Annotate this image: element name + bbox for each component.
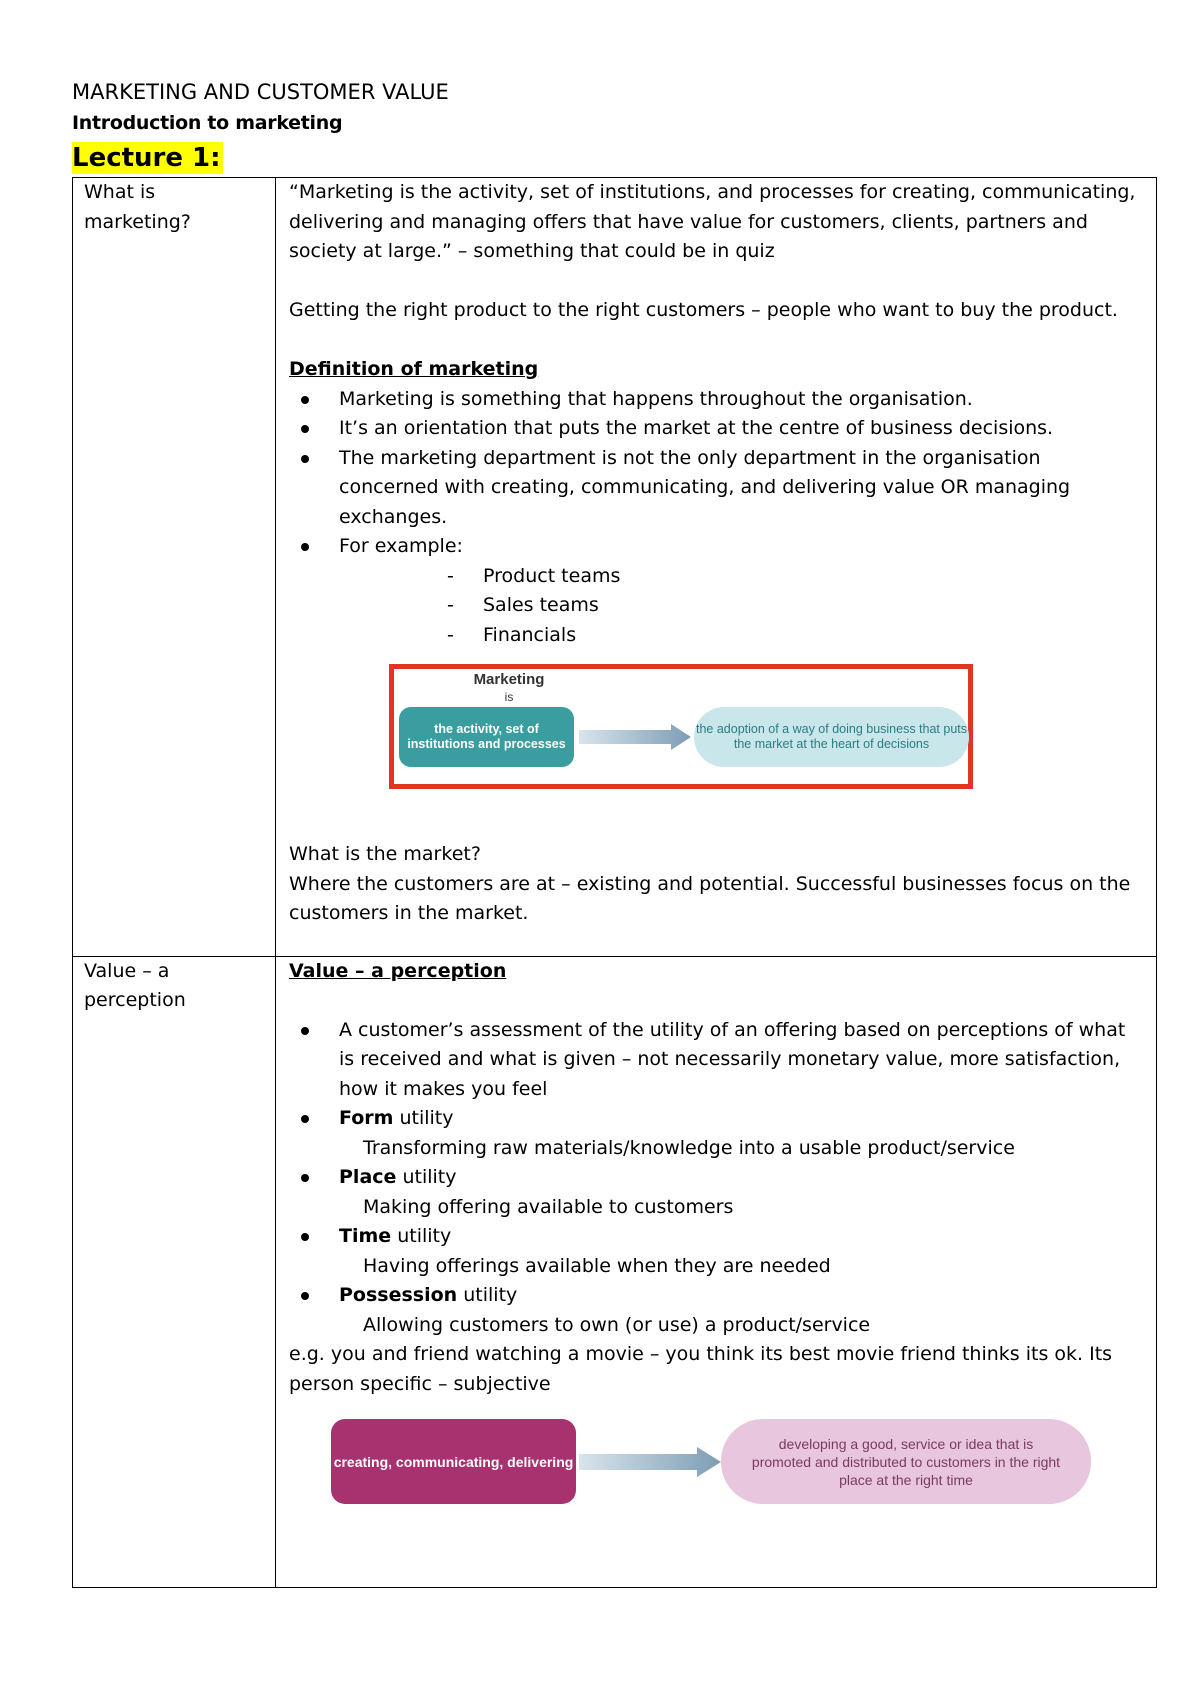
list-item: The marketing department is not the only department in the organisation concerned with creating, communicating, and delivering value OR managing exchanges. xyxy=(289,444,1144,533)
list-item: A customer’s assessment of the utility of an offering based on perceptions of what is received and what is given – not necessarily monetary value, more satisfaction, how it makes you feel xyxy=(289,1016,1144,1105)
list-item: Marketing is something that happens throughout the organisation. xyxy=(289,385,1144,415)
definition-heading: Definition of marketing xyxy=(289,358,539,380)
diagram-label-marketing: Marketing xyxy=(473,671,545,688)
list-item: - Financials xyxy=(289,621,1144,651)
right-product-text: Getting the right product to the right customers – people who want to buy the product. xyxy=(289,299,1118,321)
marketing-diagram xyxy=(289,650,1144,840)
value-list xyxy=(289,1222,1144,1252)
list-item xyxy=(289,1222,1144,1252)
topic-label: What is marketing? xyxy=(84,181,191,233)
notes-table xyxy=(72,177,1157,1588)
utility-detail: Allowing customers to own (or use) a product/service xyxy=(363,1313,871,1336)
value-example: e.g. you and friend watching a movie – you think its best movie friend thinks its ok. Its person specific – subjective xyxy=(289,1343,1113,1395)
list-item xyxy=(289,1163,1144,1193)
utility-detail: Making offering available to customers xyxy=(363,1195,734,1218)
diagram-right-box: developing a good, service or idea that is promoted and distributed to customers in the right place at the right time xyxy=(721,1419,1091,1504)
value-heading: Value – a perception xyxy=(289,959,507,982)
diagram-label-is: is xyxy=(504,690,514,704)
list-item: For example: xyxy=(289,532,1144,562)
market-answer: Where the customers are at – existing and potential. Successful businesses focus on the customers in the market. xyxy=(289,872,1131,924)
utility-name: Form xyxy=(339,1107,394,1129)
utility-detail: Having offerings available when they are needed xyxy=(363,1254,831,1277)
diagram-left-box: the activity, set of institutions and processes xyxy=(399,707,574,767)
utility-name: Time xyxy=(339,1225,392,1247)
right-arrow-icon xyxy=(579,724,691,750)
utility-suffix: utility xyxy=(393,1107,454,1129)
market-question: What is the market? xyxy=(289,843,481,865)
diagram-right-box: the adoption of a way of doing business that puts the market at the heart of decisions xyxy=(694,707,969,767)
utility-name: Possession xyxy=(339,1284,458,1306)
content-cell xyxy=(276,178,1157,957)
diagram-left-box: creating, communicating, delivering xyxy=(331,1419,576,1504)
document-title: MARKETING AND CUSTOMER VALUE xyxy=(72,80,449,104)
utility-suffix: utility xyxy=(396,1166,457,1188)
utility-suffix: utility xyxy=(391,1225,452,1247)
topic-cell xyxy=(73,178,276,957)
list-item: It’s an orientation that puts the market at the centre of business decisions. xyxy=(289,414,1144,444)
utility-detail: Transforming raw materials/knowledge into a usable product/service xyxy=(363,1136,1015,1159)
value-list xyxy=(289,1163,1144,1193)
topic-label: Value – a perception xyxy=(84,959,186,1011)
document-subtitle: Introduction to marketing xyxy=(72,112,343,134)
list-item: - Product teams xyxy=(289,562,1144,592)
list-item xyxy=(289,1281,1144,1311)
utility-suffix: utility xyxy=(457,1284,518,1306)
list-item xyxy=(289,1104,1144,1134)
utility-name: Place xyxy=(339,1166,397,1188)
table-row xyxy=(73,178,1157,957)
topic-cell xyxy=(73,956,276,1588)
table-row xyxy=(73,956,1157,1588)
list-item: - Sales teams xyxy=(289,591,1144,621)
marketing-quote: “Marketing is the activity, set of institutions, and processes for creating, communicating, delivering and managing offers that have value for customers, clients, partners and society at large.” – something that could be in quiz xyxy=(289,181,1136,262)
definition-list xyxy=(289,385,1144,562)
content-cell xyxy=(276,956,1157,1588)
value-list xyxy=(289,1281,1144,1311)
value-list xyxy=(289,1016,1144,1134)
right-arrow-icon xyxy=(579,1447,721,1477)
value-diagram xyxy=(289,1399,1144,1587)
lecture-heading: Lecture 1: xyxy=(72,143,221,173)
examples-list xyxy=(289,562,1144,651)
